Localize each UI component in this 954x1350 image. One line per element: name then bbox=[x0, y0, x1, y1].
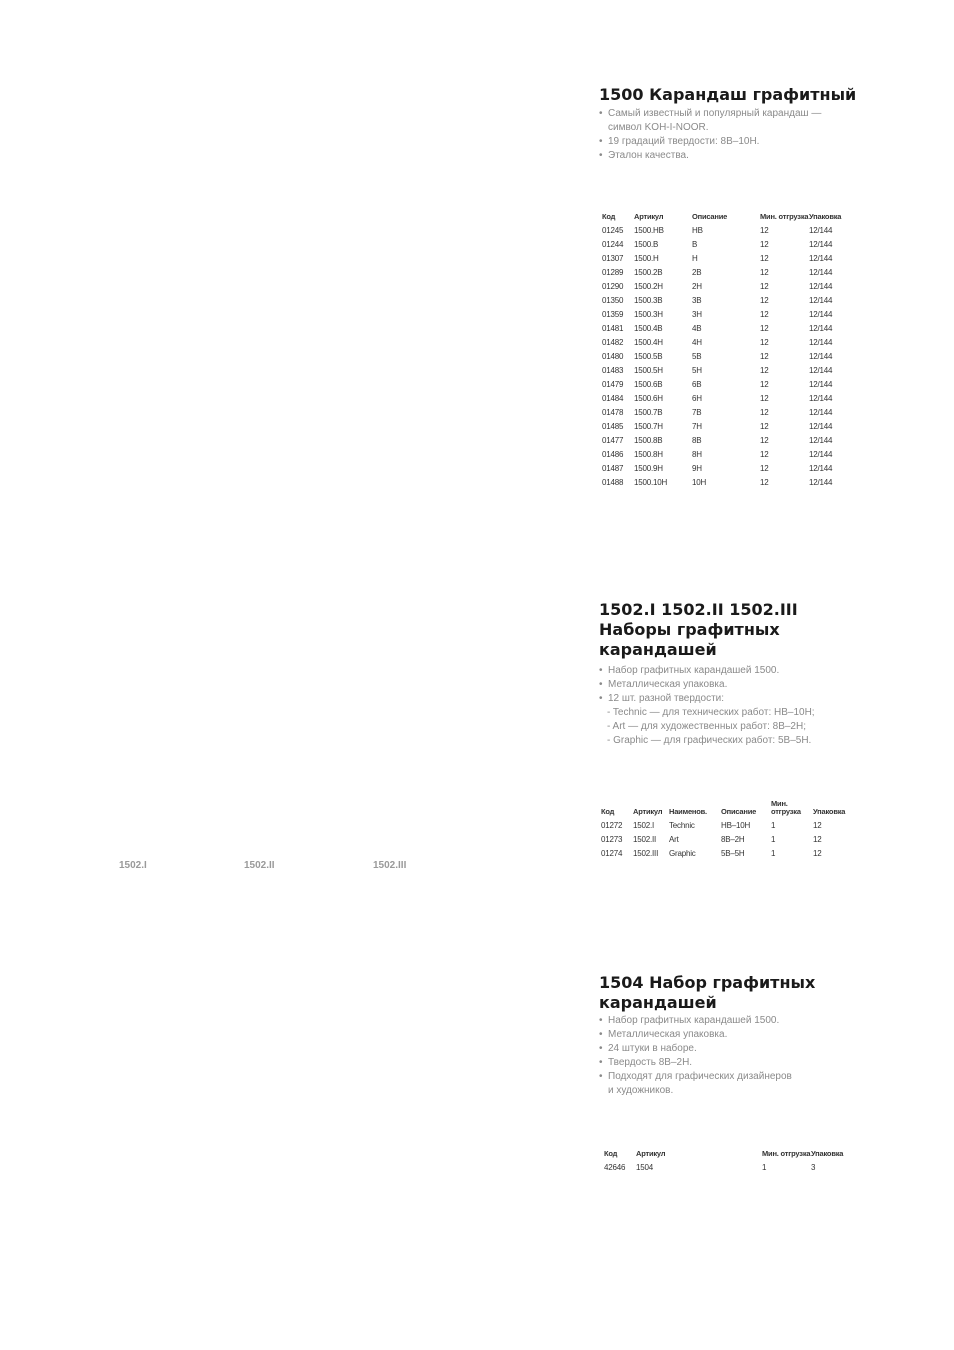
table-row bbox=[602, 476, 842, 490]
table-cell: 3 bbox=[811, 1163, 816, 1172]
table-cell: 8B–2H bbox=[721, 835, 745, 844]
table-cell: 5H bbox=[692, 366, 702, 375]
feature-item: • Металлическая упаковка. bbox=[599, 678, 815, 692]
table-cell: 12/144 bbox=[809, 324, 833, 333]
table-cell: 01245 bbox=[602, 226, 624, 235]
table-cell: 12/144 bbox=[809, 254, 833, 263]
table-row bbox=[602, 308, 842, 322]
table-cell: 01273 bbox=[601, 835, 623, 844]
table-row bbox=[602, 238, 842, 252]
table-cell: 1500.3B bbox=[634, 296, 663, 305]
table-row bbox=[602, 434, 842, 448]
table-cell: 1500.6H bbox=[634, 394, 663, 403]
table-cell: 1 bbox=[771, 821, 776, 830]
feature-item: • Набор графитных карандашей 1500. bbox=[599, 664, 815, 678]
table-cell: 01483 bbox=[602, 366, 624, 375]
feature-item: • Эталон качества. bbox=[599, 149, 856, 163]
col-header: Упаковка bbox=[811, 1149, 844, 1158]
table-cell: 12/144 bbox=[809, 226, 833, 235]
table-row bbox=[602, 420, 842, 434]
table-cell: 1 bbox=[771, 835, 776, 844]
table-cell: 12/144 bbox=[809, 240, 833, 249]
table-cell: 01485 bbox=[602, 422, 624, 431]
table-cell: 12 bbox=[760, 310, 769, 319]
table-cell: 01486 bbox=[602, 450, 624, 459]
table-cell: B bbox=[692, 240, 698, 249]
table-cell: 1500.8H bbox=[634, 450, 663, 459]
table-cell: 12/144 bbox=[809, 310, 833, 319]
table-row bbox=[602, 406, 842, 420]
table-cell: 12 bbox=[760, 380, 769, 389]
table-cell: 01350 bbox=[602, 296, 624, 305]
product-title: Наборы графитных bbox=[599, 620, 780, 639]
table-cell: 4H bbox=[692, 338, 702, 347]
table-cell: 5B–5H bbox=[721, 849, 745, 858]
table-row bbox=[601, 847, 846, 861]
table-row bbox=[602, 350, 842, 364]
product-title: 1500 Карандаш графитный bbox=[599, 85, 857, 104]
table-cell: 1500.3H bbox=[634, 310, 663, 319]
set-label-1502-i: 1502.I bbox=[119, 860, 147, 871]
table-cell: 12/144 bbox=[809, 380, 833, 389]
feature-subitem: - Technic — для технических работ: HB–10H; bbox=[607, 707, 815, 718]
table-row bbox=[604, 1161, 846, 1175]
table-cell: 12 bbox=[760, 338, 769, 347]
feature-list bbox=[599, 107, 856, 163]
col-header: Мин. отгрузка bbox=[762, 1149, 811, 1158]
col-header: Артикул bbox=[636, 1149, 666, 1158]
set-label-1502-ii: 1502.II bbox=[244, 860, 275, 871]
table-cell: 01272 bbox=[601, 821, 623, 830]
table-cell: 12 bbox=[760, 226, 769, 235]
product-title: карандашей bbox=[599, 640, 717, 659]
table-cell: 1500.7B bbox=[634, 408, 663, 417]
table-cell: 01484 bbox=[602, 394, 624, 403]
col-header: Упаковка bbox=[809, 212, 842, 221]
table-cell: 12 bbox=[760, 240, 769, 249]
table-row bbox=[602, 392, 842, 406]
table-cell: 12/144 bbox=[809, 296, 833, 305]
feature-item: • Набор графитных карандашей 1500. bbox=[599, 1014, 815, 1028]
table-cell: 8H bbox=[692, 450, 702, 459]
feature-subitem: - Art — для художественных работ: 8B–2H; bbox=[607, 721, 806, 732]
table-row bbox=[602, 322, 842, 336]
feature-item: • Подходят для графических дизайнеров bbox=[599, 1070, 815, 1084]
table-cell: 01487 bbox=[602, 464, 624, 473]
table-cell: 3H bbox=[692, 310, 702, 319]
table-cell: 1500.B bbox=[634, 240, 659, 249]
col-header: Наименов. bbox=[669, 807, 707, 816]
product-1504-table bbox=[604, 1150, 846, 1175]
table-body bbox=[604, 1161, 846, 1175]
table-row bbox=[602, 378, 842, 392]
table-cell: 01478 bbox=[602, 408, 624, 417]
table-cell: Technic bbox=[669, 821, 695, 830]
table-cell: 01482 bbox=[602, 338, 624, 347]
table-cell: 1500.2B bbox=[634, 268, 663, 277]
table-cell: 6H bbox=[692, 394, 702, 403]
table-cell: 12/144 bbox=[809, 464, 833, 473]
table-cell: 9H bbox=[692, 464, 702, 473]
table-cell: 12 bbox=[760, 450, 769, 459]
table-cell: Art bbox=[669, 835, 679, 844]
col-header: Артикул bbox=[634, 212, 664, 221]
table-cell: H bbox=[692, 254, 698, 263]
table-cell: 01479 bbox=[602, 380, 624, 389]
table-cell: 12/144 bbox=[809, 408, 833, 417]
col-header: Код bbox=[602, 212, 616, 221]
table-cell: 12 bbox=[760, 352, 769, 361]
table-cell: 4B bbox=[692, 324, 702, 333]
product-1502-table bbox=[601, 800, 846, 861]
table-cell: 1500.7H bbox=[634, 422, 663, 431]
table-cell: 1500.HB bbox=[634, 226, 664, 235]
table-header-row bbox=[601, 800, 846, 819]
table-cell: 12 bbox=[760, 268, 769, 277]
table-cell: 01307 bbox=[602, 254, 624, 263]
table-cell: 7H bbox=[692, 422, 702, 431]
table-cell: 7B bbox=[692, 408, 702, 417]
table-cell: 01488 bbox=[602, 478, 624, 487]
table-cell: 01480 bbox=[602, 352, 624, 361]
table-row bbox=[601, 819, 846, 833]
feature-item: • Металлическая упаковка. bbox=[599, 1028, 815, 1042]
table-cell: 1502.II bbox=[633, 835, 657, 844]
product-1500-block bbox=[599, 85, 856, 163]
table-cell: 12 bbox=[813, 835, 822, 844]
table-row bbox=[602, 336, 842, 350]
product-1502-block bbox=[599, 600, 815, 748]
feature-item: • 19 градаций твердости: 8B–10H. bbox=[599, 135, 856, 149]
col-header: Артикул bbox=[633, 807, 663, 816]
table-cell: 01244 bbox=[602, 240, 624, 249]
table-cell: HB bbox=[692, 226, 703, 235]
col-header: Описание bbox=[692, 212, 728, 221]
product-title: карандашей bbox=[599, 993, 717, 1012]
table-cell: 12/144 bbox=[809, 268, 833, 277]
table-row bbox=[602, 224, 842, 238]
table-cell: 12/144 bbox=[809, 338, 833, 347]
table-cell: 12/144 bbox=[809, 394, 833, 403]
table-cell: 01359 bbox=[602, 310, 624, 319]
table-row bbox=[601, 833, 846, 847]
table-cell: 12/144 bbox=[809, 352, 833, 361]
col-header: Мин. отгрузка bbox=[760, 212, 809, 221]
product-1500-table bbox=[602, 213, 842, 490]
feature-item: • 24 штуки в наборе. bbox=[599, 1042, 815, 1056]
table-cell: 01274 bbox=[601, 849, 623, 858]
feature-item: • Самый известный и популярный карандаш — bbox=[599, 107, 856, 121]
table-cell: 12/144 bbox=[809, 282, 833, 291]
col-header: Описание bbox=[721, 807, 757, 816]
table-row bbox=[602, 448, 842, 462]
table-cell: 42646 bbox=[604, 1163, 626, 1172]
table-header-row bbox=[602, 213, 842, 224]
table-cell: 1502.III bbox=[633, 849, 659, 858]
table-cell: 12 bbox=[760, 436, 769, 445]
product-title: 1504 Набор графитных bbox=[599, 973, 816, 992]
table-cell: 1500.H bbox=[634, 254, 659, 263]
table-cell: 12 bbox=[760, 254, 769, 263]
table-cell: 12 bbox=[760, 478, 769, 487]
table-row bbox=[602, 252, 842, 266]
table-cell: 1500.5H bbox=[634, 366, 663, 375]
product-1504-block bbox=[599, 973, 815, 1098]
feature-item: • 12 шт. разной твердости: bbox=[599, 692, 815, 706]
table-cell: 12/144 bbox=[809, 478, 833, 487]
table-cell: 8B bbox=[692, 436, 702, 445]
table-cell: 12 bbox=[760, 422, 769, 431]
table-cell: 12/144 bbox=[809, 436, 833, 445]
table-cell: 12 bbox=[760, 394, 769, 403]
table-cell: HB–10H bbox=[721, 821, 751, 830]
table-cell: 1 bbox=[762, 1163, 767, 1172]
col-header: Код bbox=[604, 1149, 618, 1158]
table-cell: 1500.5B bbox=[634, 352, 663, 361]
product-title: 1502.I 1502.II 1502.III bbox=[599, 600, 798, 619]
table-cell: 01477 bbox=[602, 436, 624, 445]
table-row bbox=[602, 280, 842, 294]
table-row bbox=[602, 294, 842, 308]
table-row bbox=[602, 462, 842, 476]
table-cell: 2B bbox=[692, 268, 702, 277]
table-cell: 01289 bbox=[602, 268, 624, 277]
table-cell: 5B bbox=[692, 352, 702, 361]
table-cell: 12 bbox=[813, 849, 822, 858]
table-cell: 10H bbox=[692, 478, 707, 487]
feature-item: • Твердость 8B–2H. bbox=[599, 1056, 815, 1070]
table-header-row bbox=[604, 1150, 846, 1161]
table-cell: Graphic bbox=[669, 849, 696, 858]
table-row bbox=[602, 364, 842, 378]
table-cell: 01290 bbox=[602, 282, 624, 291]
table-body bbox=[602, 224, 842, 490]
col-header: Упаковка bbox=[813, 807, 846, 816]
feature-item: и художников. bbox=[608, 1085, 674, 1096]
feature-list bbox=[599, 1014, 815, 1098]
table-cell: 3B bbox=[692, 296, 702, 305]
table-cell: 12 bbox=[760, 324, 769, 333]
table-cell: 1500.9H bbox=[634, 464, 663, 473]
col-header: Код bbox=[601, 807, 615, 816]
feature-subitem: - Graphic — для графических работ: 5B–5H. bbox=[607, 735, 812, 746]
table-row bbox=[602, 266, 842, 280]
table-cell: 1500.4B bbox=[634, 324, 663, 333]
table-cell: 12 bbox=[760, 366, 769, 375]
table-cell: 1 bbox=[771, 849, 776, 858]
table-cell: 1500.4H bbox=[634, 338, 663, 347]
table-body bbox=[601, 819, 846, 861]
table-cell: 6B bbox=[692, 380, 702, 389]
table-cell: 1502.I bbox=[633, 821, 655, 830]
feature-item: символ KOH-I-NOOR. bbox=[608, 122, 709, 133]
table-cell: 1504 bbox=[636, 1163, 653, 1172]
table-cell: 01481 bbox=[602, 324, 624, 333]
table-cell: 12 bbox=[760, 464, 769, 473]
table-cell: 12 bbox=[760, 296, 769, 305]
table-cell: 12/144 bbox=[809, 450, 833, 459]
table-cell: 12 bbox=[760, 282, 769, 291]
feature-list bbox=[599, 664, 815, 748]
table-cell: 1500.10H bbox=[634, 478, 668, 487]
table-cell: 12/144 bbox=[809, 366, 833, 375]
col-header: Мин. отгрузка bbox=[771, 799, 801, 816]
table-cell: 2H bbox=[692, 282, 702, 291]
set-label-1502-iii: 1502.III bbox=[373, 860, 407, 871]
table-cell: 1500.6B bbox=[634, 380, 663, 389]
table-cell: 12 bbox=[760, 408, 769, 417]
table-cell: 12/144 bbox=[809, 422, 833, 431]
table-cell: 1500.2H bbox=[634, 282, 663, 291]
table-cell: 12 bbox=[813, 821, 822, 830]
table-cell: 1500.8B bbox=[634, 436, 663, 445]
